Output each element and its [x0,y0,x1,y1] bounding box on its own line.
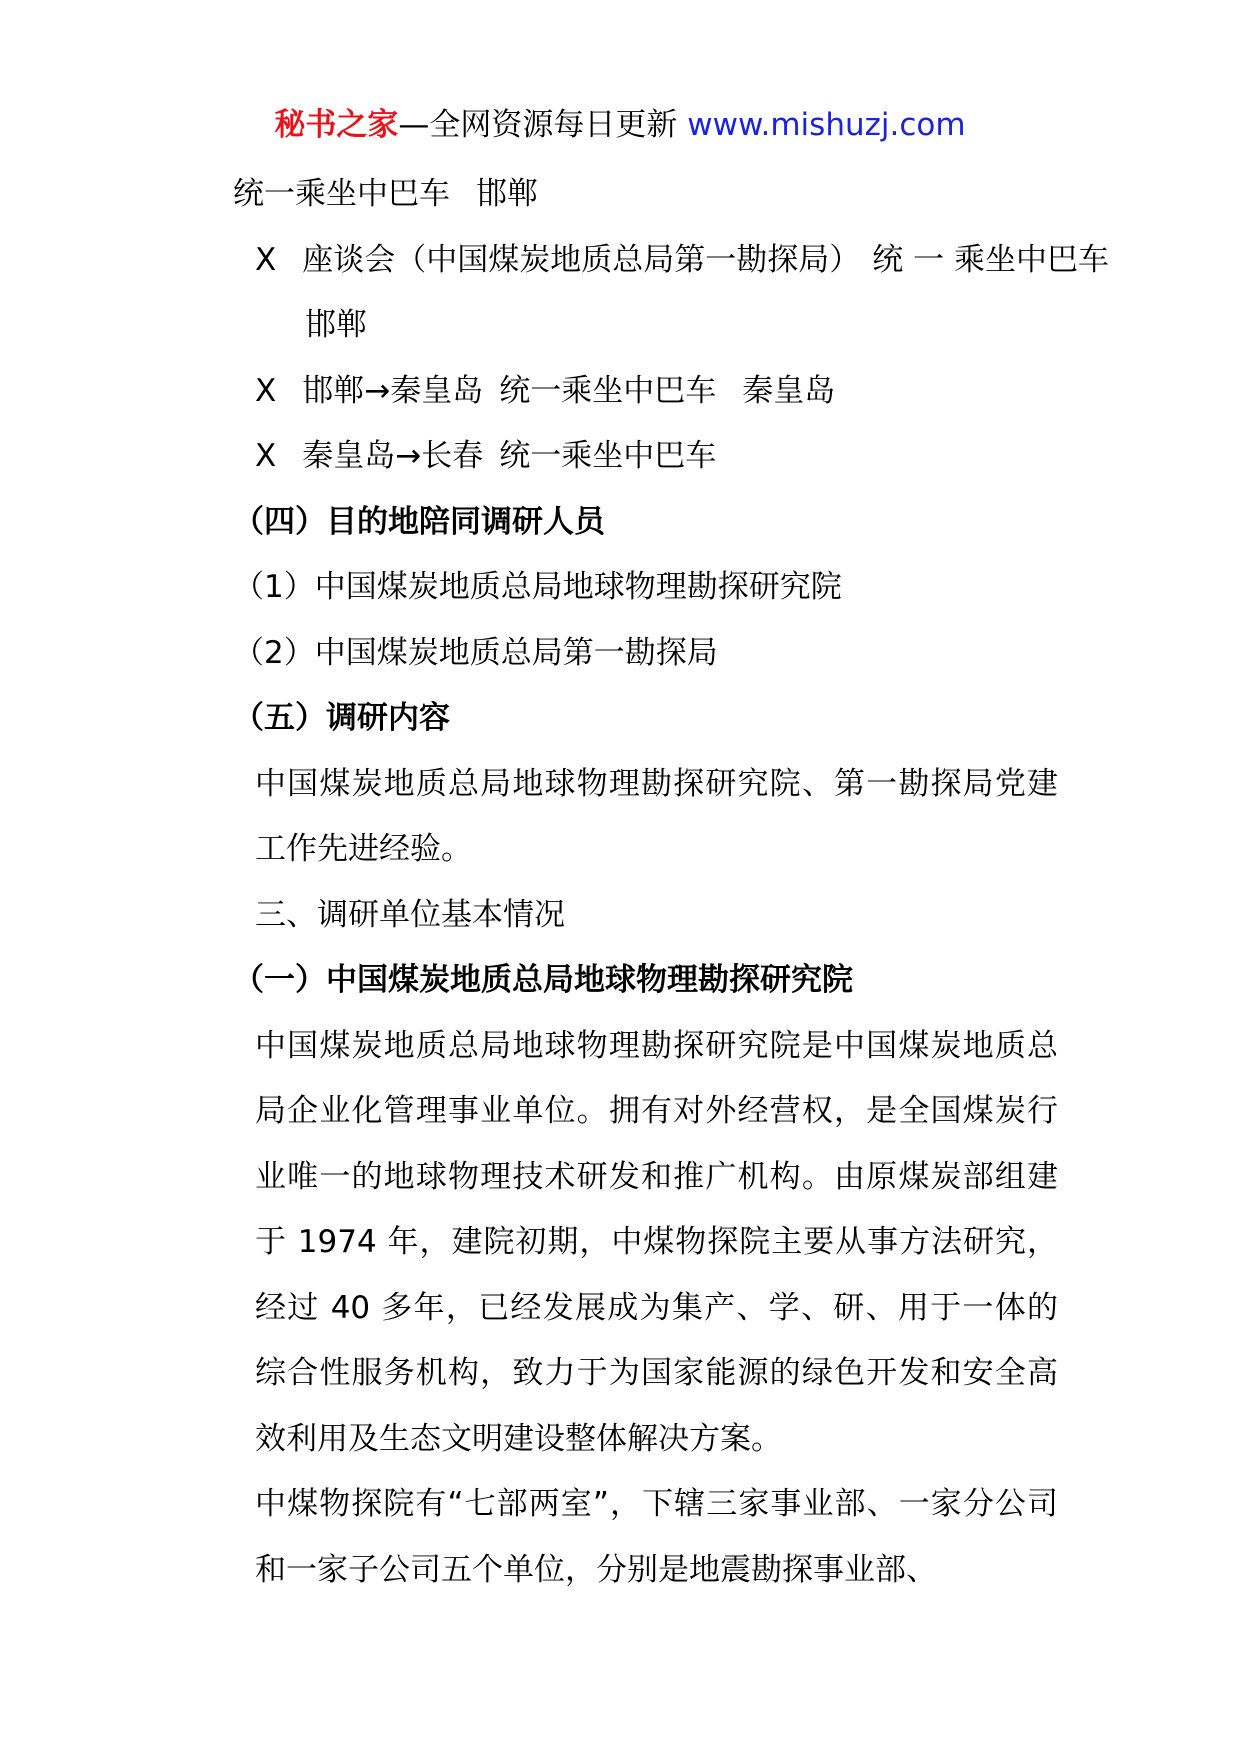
section-5-heading: （五）调研内容 [233,700,450,736]
schedule-transport: 统一乘坐中巴车 [499,372,717,409]
header-tagline: —全网资源每日更新 [398,107,678,143]
section-4-heading: （四）目的地陪同调研人员 [233,503,605,540]
page-header [0,100,1240,150]
document-body [188,162,1109,1603]
schedule-transport: 统一乘坐中巴车 [499,438,717,474]
schedule-line-4 [188,424,1058,490]
schedule-mark: X [255,372,277,409]
schedule-line-2a [188,228,1109,294]
schedule-mark: X [255,438,277,474]
schedule-line-2b [188,293,1058,359]
website-link[interactable]: www.mishuzj.com [687,107,966,143]
schedule-transport: 统 一 乘坐中巴车 [872,241,1109,278]
paragraph: 中国煤炭地质总局地球物理勘探研究院是中国煤炭地质总局企业化管理事业单位。拥有对外经营权，是全国煤炭行业唯一的地球物理技术研发和推广机构。由原煤炭部组建于 1974 年，建院初期，中煤物探院主要从事方法研究，经过 40 多年，已经发展成为集产、学、研、用于一体的综合性服务机构，致力于为国家能源的绿色开发和安全高效利用及生态文明建设整体解决方案。 [255,1027,1058,1457]
schedule-place: 邯郸 [476,176,538,212]
list-item: （1）中国煤炭地质总局地球物理勘探研究院 [233,569,842,605]
schedule-line-3 [188,359,1058,425]
subsection-1-heading: （一）中国煤炭地质总局地球物理勘探研究院 [233,962,853,998]
schedule-item: 秦皇岛→长春 [302,438,484,474]
schedule-item: 座谈会（中国煤炭地质总局第一勘探局） [302,241,861,278]
schedule-mark: X [255,241,277,278]
brand-name: 秘书之家 [274,107,399,143]
paragraph: 中煤物探院有“七部两室”，下辖三家事业部、一家分公司和一家子公司五个单位，分别是地震勘探事业部、 [255,1486,1058,1588]
schedule-place: 秦皇岛 [742,372,836,409]
schedule-transport: 统一乘坐中巴车 [233,176,450,212]
section-5-body: 中国煤炭地质总局地球物理勘探研究院、第一勘探局党建工作先进经验。 [255,765,1058,867]
part-3-heading: 三、调研单位基本情况 [255,896,565,933]
schedule-place: 邯郸 [305,307,367,343]
list-item: （2）中国煤炭地质总局第一勘探局 [233,634,718,671]
schedule-line-1 [188,162,1058,228]
schedule-item: 邯郸→秦皇岛 [302,372,484,409]
